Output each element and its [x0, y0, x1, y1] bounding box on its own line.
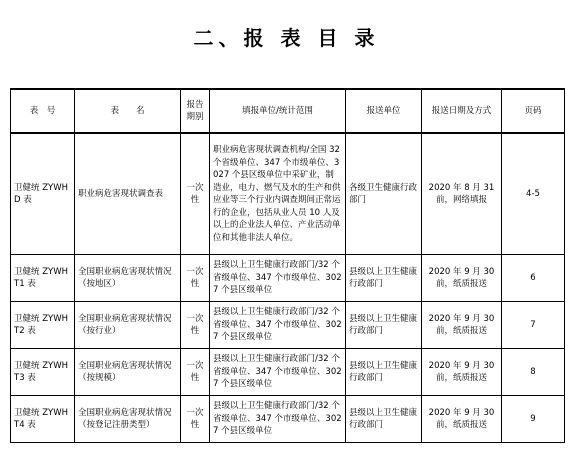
cell-scope: 县级以上卫生健康行政部门/32 个省级单位、347 个市级单位、3027 个县区级单位: [210, 302, 346, 349]
cell-scope: 县级以上卫生健康行政部门/32 个省级单位、347 个市级单位、3027 个县区级单位: [210, 396, 346, 443]
cell-unit: 各级卫生健康行政部门: [346, 133, 422, 255]
table-row: [11, 133, 565, 255]
cell-name: 职业病危害现状调查表: [75, 133, 181, 255]
cell-period: 一次性: [181, 302, 210, 349]
cell-unit: 县级以上卫生健康行政部门: [346, 302, 422, 349]
header-scope: 填报单位/统计范围: [210, 89, 346, 133]
cell-code: 卫健统 ZYWHT2 表: [11, 302, 75, 349]
cell-page: 8: [502, 349, 565, 396]
cell-page: 6: [502, 255, 565, 302]
cell-name: 全国职业病危害现状情况（按地区）: [75, 255, 181, 302]
header-code: 表 号: [11, 89, 75, 133]
cell-date: 2020 年 9 月 30 前，纸质报送: [422, 349, 502, 396]
cell-scope: 县级以上卫生健康行政部门/32 个省级单位、347 个市级单位、3027 个县区级单位: [210, 349, 346, 396]
table-row: [11, 396, 565, 443]
cell-scope: 县级以上卫生健康行政部门/32 个省级单位、347 个市级单位、3027 个县区级单位: [210, 255, 346, 302]
cell-date: 2020 年 8 月 31 前，网络填报: [422, 133, 502, 255]
cell-period: 一次性: [181, 396, 210, 443]
header-page: 页码: [502, 89, 565, 133]
table-row: [11, 349, 565, 396]
header-unit: 报送单位: [346, 89, 422, 133]
cell-code: 卫健统 ZYWHT3 表: [11, 349, 75, 396]
cell-date: 2020 年 9 月 30 前，纸质报送: [422, 302, 502, 349]
cell-period: 一次性: [181, 349, 210, 396]
cell-unit: 县级以上卫生健康行政部门: [346, 349, 422, 396]
cell-date: 2020 年 9 月 30 前，纸质报送: [422, 255, 502, 302]
cell-code: 卫健统 ZYWHD 表: [11, 133, 75, 255]
cell-name: 全国职业病危害现状情况（按登记注册类型）: [75, 396, 181, 443]
page-title: 二、报 表 目 录: [193, 26, 380, 50]
table-row: [11, 255, 565, 302]
table-header-row: [11, 89, 565, 133]
cell-page: 9: [502, 396, 565, 443]
header-date: 报送日期及方式: [422, 89, 502, 133]
cell-scope: 职业病危害现状调查机构/全国 32 个省级单位、347 个市级单位、3027 个县区级单位中采矿业，制造业，电力、燃气及水的生产和供应业等三个行业内调查期间正常运行的企业，包括从业人员 10 人及以上的企业法人单位、产业活动单位和其他非法人单位。: [210, 133, 346, 255]
cell-page: 4-5: [502, 133, 565, 255]
report-catalog-table: [10, 88, 565, 443]
cell-date: 2020 年 9 月 30 前，纸质报送: [422, 396, 502, 443]
cell-name: 全国职业病危害现状情况（按行业）: [75, 302, 181, 349]
cell-period: 一次性: [181, 255, 210, 302]
header-period: 报告期别: [181, 89, 210, 133]
header-name: 表 名: [75, 89, 181, 133]
cell-page: 7: [502, 302, 565, 349]
cell-unit: 县级以上卫生健康行政部门: [346, 255, 422, 302]
table-row: [11, 302, 565, 349]
cell-code: 卫健统 ZYWHT1 表: [11, 255, 75, 302]
cell-period: 一次性: [181, 133, 210, 255]
cell-unit: 县级以上卫生健康行政部门: [346, 396, 422, 443]
cell-code: 卫健统 ZYWHT4 表: [11, 396, 75, 443]
cell-name: 全国职业病危害现状情况（按规模）: [75, 349, 181, 396]
